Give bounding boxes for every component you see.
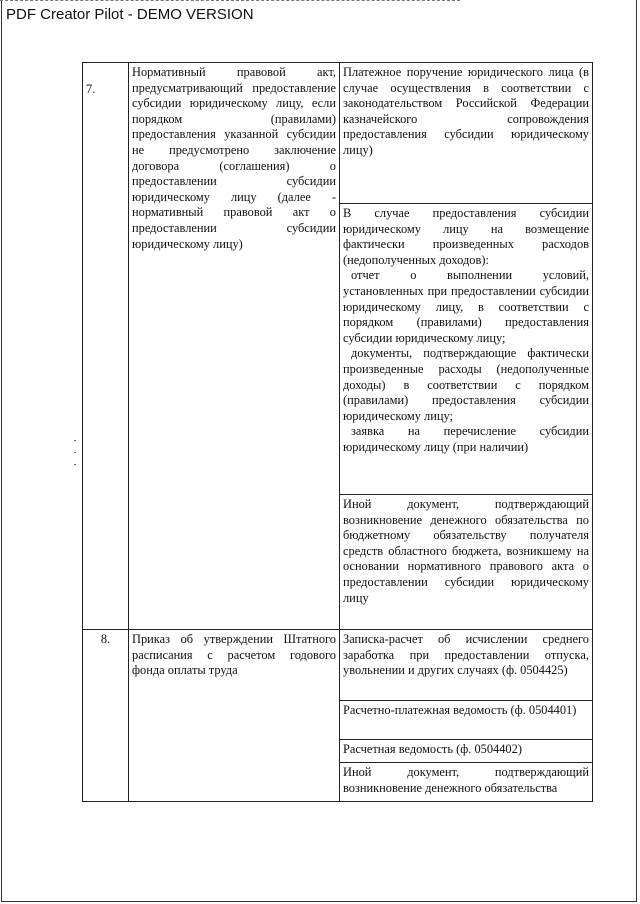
doc-paragraph: В случае предоставления субсидии юридическому лицу на возмещение фактически произведенных расходов (недополученных доходов): [343,206,589,267]
doc-paragraph: отчет о выполнении условий, установленных при предоставлении субсидии юридическому лицу, в соответствии с порядком (правилами) предоставления субсидии юридическому лицу; [343,268,589,345]
supporting-document: Записка-расчет об исчислении среднего заработка при предоставлении отпуска, увольнении и других случаях (ф. 0504425) [340,630,593,701]
margin-tick [74,452,76,453]
documents-table [82,62,593,802]
basis-document: Нормативный правовой акт, предусматривающий предоставление субсидии юридическому лицу, если порядком (правилами) предоставления указанной субсидии не предусмотрено заключение договора (соглашения) о предоставлении субсидии юридическому лицу (далее - нормативный правовой акт о предоставлении субсидии юридическому лицу) [129,63,340,630]
supporting-document: Платежное поручение юридического лица (в случае осуществления в соответствии с законодательством Российской Федерации казначейского сопровождения предоставления субсидии юридическому лицу) [340,63,593,204]
basis-document: Приказ об утверждении Штатного расписания с расчетом годового фонда оплаты труда [129,630,340,802]
supporting-document: Расчетно-платежная ведомость (ф. 0504401) [340,701,593,740]
supporting-document-list [340,204,593,495]
table-row [83,630,593,701]
margin-tick [74,440,76,441]
margin-tick [74,464,76,465]
supporting-document: Иной документ, подтверждающий возникновение денежного обязательства по бюджетному обязательству получателя средств областного бюджета, возникшему на основании нормативного правового акта о предоставлении субсидии юридическому лицу [340,495,593,630]
doc-paragraph: заявка на перечисление субсидии юридическому лицу (при наличии) [343,424,589,454]
doc-paragraph: документы, подтверждающие фактически произведенные расходы (недополученные доходы) в соответствии с порядком (правилами) предоставления субсидии юридическому лицу; [343,346,589,423]
row-number: 8. [83,630,129,802]
supporting-document: Расчетная ведомость (ф. 0504402) [340,740,593,763]
supporting-document: Иной документ, подтверждающий возникновение денежного обязательства [340,763,593,802]
table-row [83,63,593,204]
page-top-edge [0,0,460,1]
row-number: 7. [83,63,129,630]
demo-banner: PDF Creator Pilot - DEMO VERSION [6,6,254,23]
